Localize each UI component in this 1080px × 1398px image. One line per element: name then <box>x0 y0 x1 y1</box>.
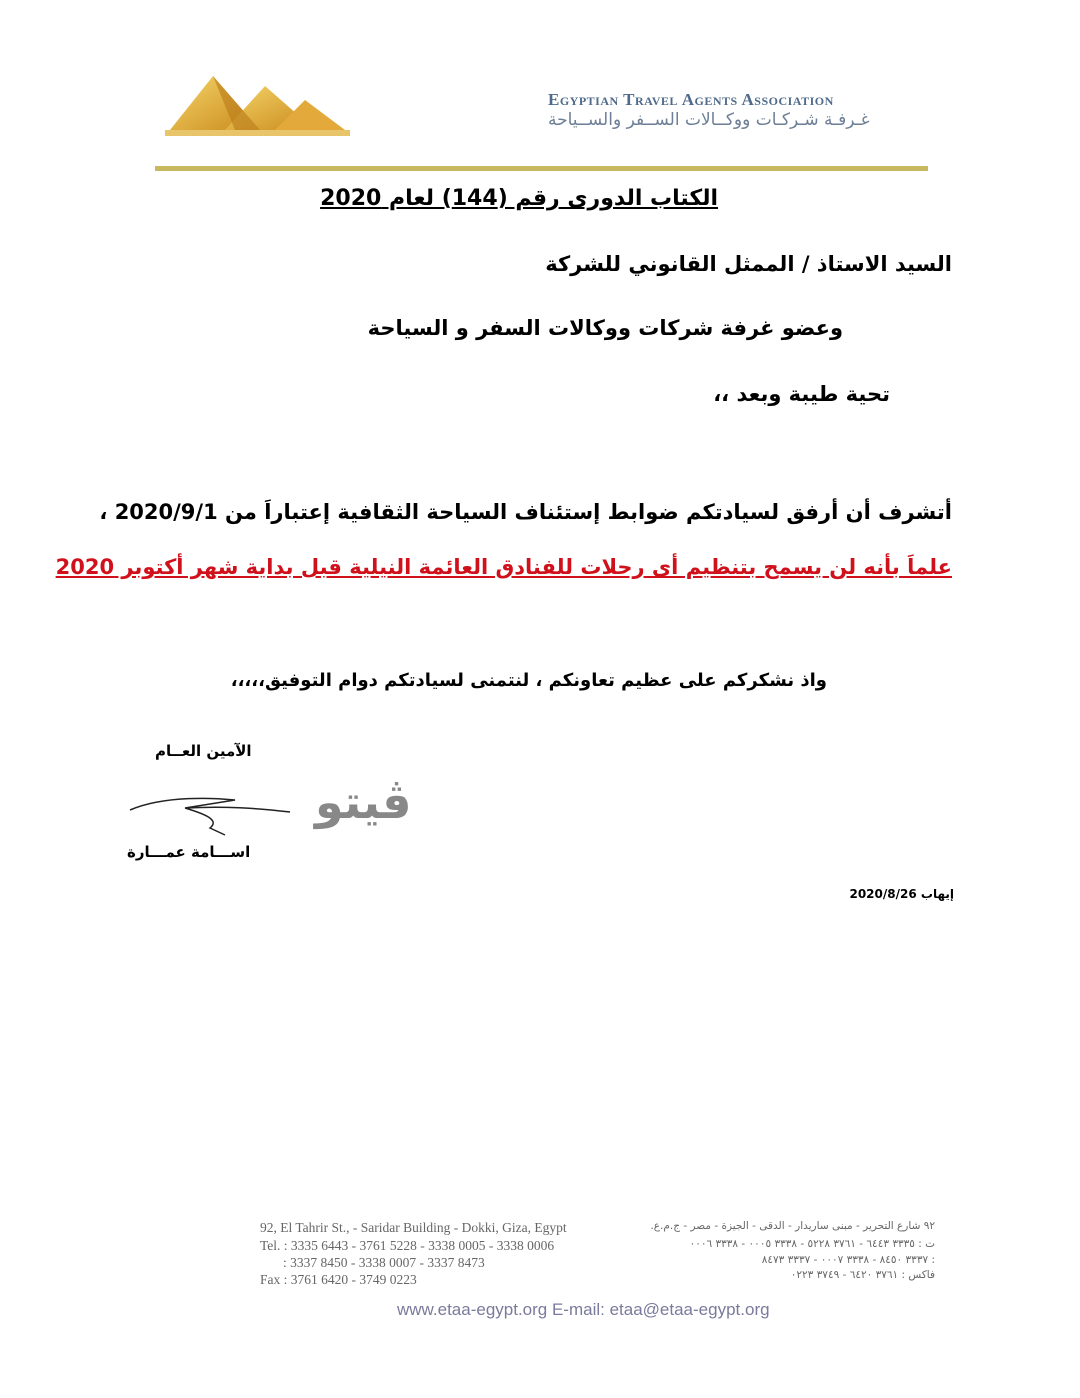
footer-address-en: 92, El Tahrir St., - Saridar Building - Dokki, Giza, Egypt <box>260 1220 567 1235</box>
watermark: ڤيتو <box>315 775 412 829</box>
salutation-line-2: وعضو غرفة شركات ووكالات السفر و السياحة <box>367 316 843 340</box>
footer-tel-en-2: : 3337 8450 - 3338 0007 - 3337 8473 <box>283 1255 485 1270</box>
footer-web-email: www.etaa-egypt.org E-mail: etaa@etaa-egypt.org <box>397 1300 770 1319</box>
closing-line: واذ نشكركم على عظيم تعاونكم ، لنتمنى لسيادتكم دوام التوفيق،،،،، <box>230 670 827 691</box>
letter-date: إيهاب 2020/8/26 <box>849 887 954 901</box>
org-name-en: Egyptian Travel Agents Association <box>548 90 834 109</box>
footer-address-ar: ٩٢ شارع التحرير - مبنى ساريدار - الدقى - الجيزة - مصر - ج.م.ع. <box>650 1220 935 1232</box>
footer-tel-ar-2: : ٣٣٣٧ ٨٤٥٠ - ٣٣٣٨ ٠٠٠٧ - ٣٣٣٧ ٨٤٧٣ <box>761 1254 935 1266</box>
signature-icon <box>125 790 295 840</box>
signatory-name: اســـامة عمـــارة <box>127 843 251 861</box>
greeting: تحية طيبة وبعد ،، <box>713 382 890 406</box>
footer-tel-en-1: Tel. : 3335 6443 - 3761 5228 - 3338 0005 - 3338 0006 <box>260 1238 555 1253</box>
signatory-title: الآمين العــام <box>155 742 252 760</box>
header-divider <box>155 166 928 171</box>
salutation-line-1: السيد الاستاذ / الممثل القانوني للشركة <box>545 252 952 276</box>
footer-fax-ar: فاكس : ٣٧٦١ ٦٤٢٠ - ٣٧٤٩ ٠٢٢٣ <box>790 1269 935 1281</box>
letter-title: الكتاب الدورى رقم (144) لعام 2020 <box>320 186 718 211</box>
org-name-ar: غـرفـة شـركـات ووكــالات الســفر والســياحة <box>548 110 870 130</box>
pyramids-logo-icon <box>165 68 350 143</box>
body-paragraph: أتشرف أن أرفق لسيادتكم ضوابط إستئناف السياحة الثقافية إعتباراَ من 2020/9/1 ، <box>99 500 952 524</box>
body-highlight: علماَ بأنه لن يسمح بتنظيم أى رحلات للفنادق العائمة النيلية قبل بداية شهر أكتوبر 2020 <box>55 555 952 579</box>
footer-tel-ar-1: ت : ٣٣٣٥ ٦٤٤٣ - ٣٧٦١ ٥٢٢٨ - ٣٣٣٨ ٠٠٠٥ - ٣٣٣٨ ٠٠٠٦ <box>689 1238 935 1250</box>
footer-fax-en: Fax : 3761 6420 - 3749 0223 <box>260 1272 417 1287</box>
